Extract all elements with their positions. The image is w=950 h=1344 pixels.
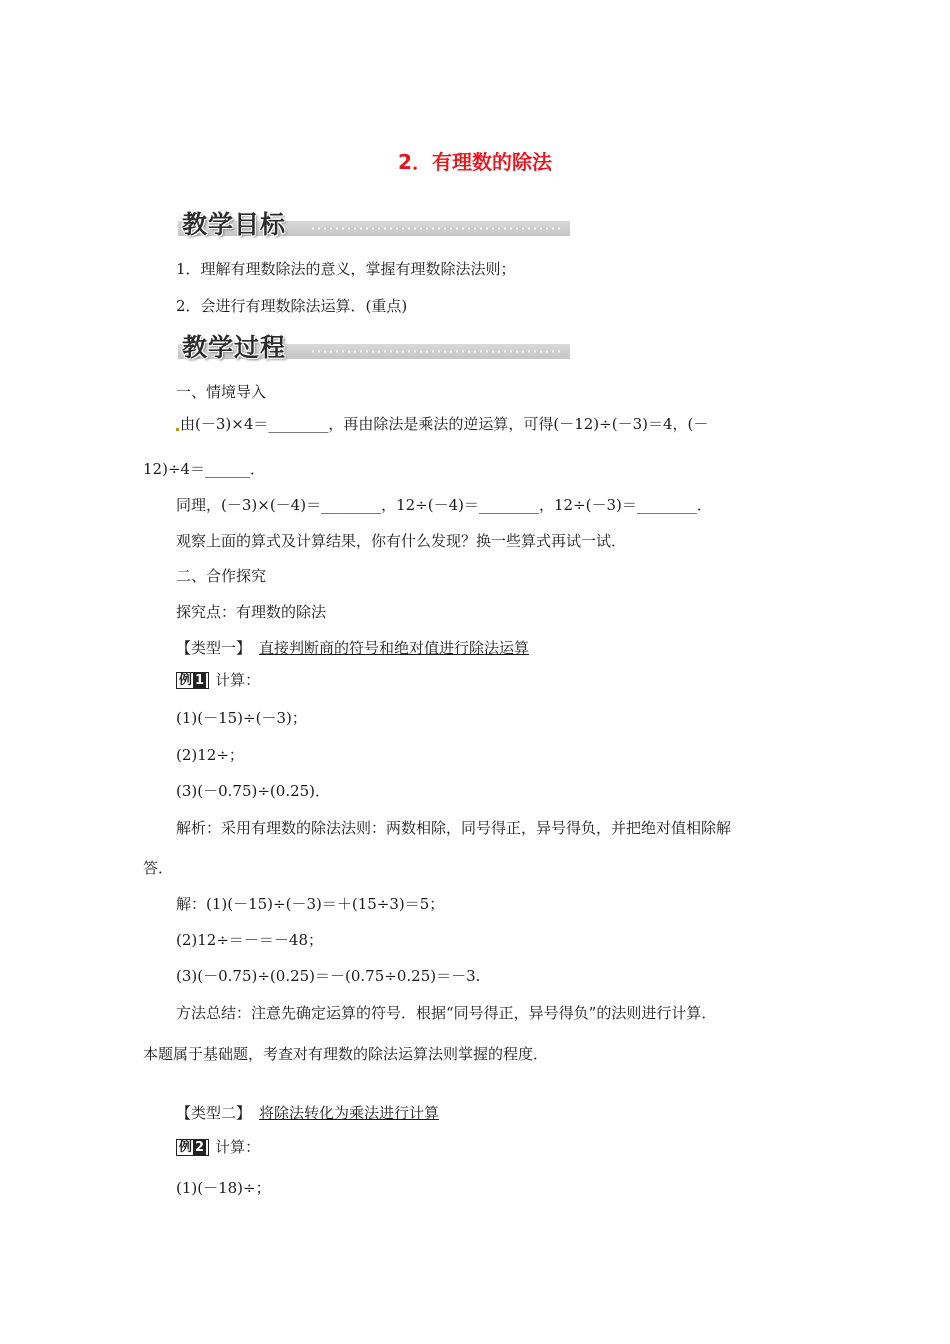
example-1-item-2: (2)12÷；: [176, 746, 244, 764]
example-1-item-1: (1)(－15)÷(－3)；: [176, 709, 307, 727]
intro-line-1-text: 由(－3)×4＝________，再由除法是乘法的逆运算，可得(－12)÷(－3)＝4，(－: [180, 415, 709, 433]
analysis-line-cont: 答．: [143, 859, 174, 877]
intro-line-3: 观察上面的算式及计算结果，你有什么发现？换一些算式再试一试．: [176, 532, 627, 550]
explore-heading: 二、合作探究: [176, 567, 267, 585]
objective-2: 2．会进行有理数除法运算．(重点): [176, 297, 408, 315]
summary-line: 方法总结：注意先确定运算的符号．根据“同号得正，异号得负”的法则进行计算．: [176, 1004, 717, 1022]
explore-point: 探究点：有理数的除法: [176, 603, 327, 621]
banner-label: 教学过程: [182, 333, 287, 362]
intro-line-1-cont: 12)÷4＝______．: [143, 460, 266, 478]
example-2-item-1: (1)(－18)÷；: [176, 1179, 271, 1197]
example-1-item-3: (3)(－0.75)÷(0.25)．: [176, 782, 331, 800]
example-badge-number: 1: [195, 673, 205, 688]
example-badge: [176, 672, 209, 689]
example-2-text: 计算：: [215, 1138, 261, 1156]
type2-heading: [176, 1103, 439, 1123]
intro-heading: 一、情境导入: [176, 383, 267, 401]
type2-bracket: 【类型二】: [176, 1104, 252, 1122]
objectives-banner: [178, 205, 570, 245]
banner-dots: [310, 227, 562, 230]
example-badge: [176, 1139, 209, 1156]
page-title: 2．有理数的除法: [398, 150, 552, 174]
banner-label: 教学目标: [182, 210, 287, 239]
banner-dots: [310, 350, 562, 353]
example-2-heading: [176, 1137, 260, 1157]
objective-1: 1．理解有理数除法的意义，掌握有理数除法法则；: [176, 260, 516, 278]
summary-line-cont: 本题属于基础题，考查对有理数的除法运算法则掌握的程度．: [143, 1045, 549, 1063]
artifact-mark: [176, 428, 179, 431]
analysis-line: 解析：采用有理数的除法法则：两数相除，同号得正，异号得负，并把绝对值相除解: [176, 819, 732, 837]
solution-1: 解：(1)(－15)÷(－3)＝＋(15÷3)＝5；: [176, 895, 445, 913]
example-badge-label: 例: [179, 673, 193, 688]
solution-2: (2)12÷＝－＝－48；: [176, 931, 323, 949]
type1-bracket: 【类型一】: [176, 639, 252, 657]
process-banner: [178, 328, 570, 368]
example-1-heading: [176, 670, 260, 690]
type2-topic: 将除法转化为乘法进行计算: [259, 1104, 440, 1122]
intro-line-1: [176, 414, 708, 434]
intro-line-2: 同理，(－3)×(－4)＝________，12÷(－4)＝________，12÷(－3)＝________．: [176, 496, 712, 514]
type1-heading: [176, 638, 529, 658]
example-1-text: 计算：: [215, 671, 261, 689]
example-badge-number: 2: [195, 1140, 205, 1155]
example-badge-label: 例: [179, 1140, 193, 1155]
type1-topic: 直接判断商的符号和绝对值进行除法运算: [259, 639, 530, 657]
solution-3: (3)(－0.75)÷(0.25)＝－(0.75÷0.25)＝－3.: [176, 967, 481, 985]
